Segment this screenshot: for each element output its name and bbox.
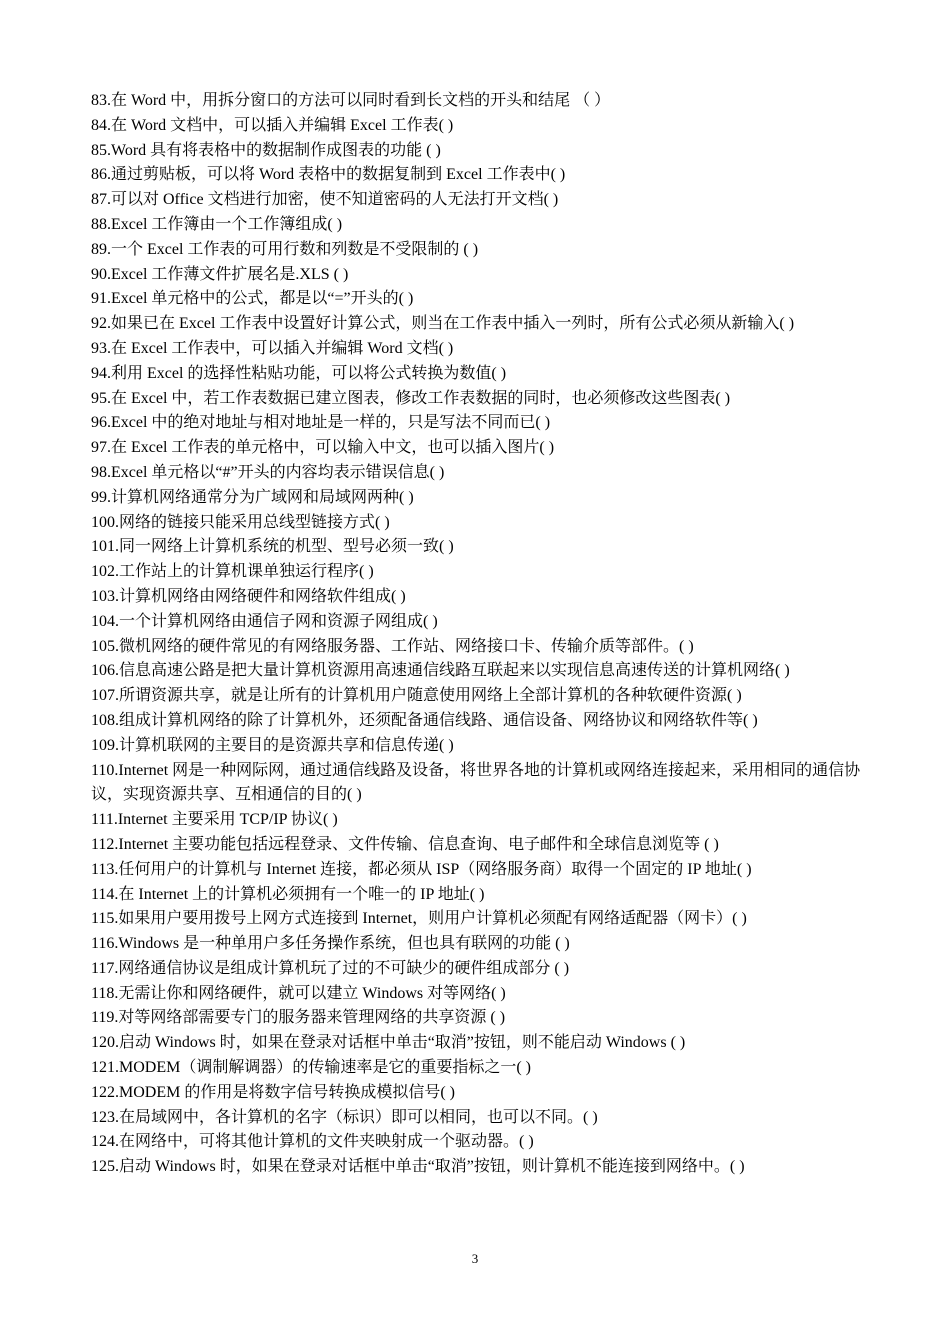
question-97: 97.在 Excel 工作表的单元格中，可以输入中文，也可以插入图片( )	[91, 439, 555, 457]
question-99: 99.计算机网络通常分为广域网和局域网两种( )	[91, 488, 414, 506]
question-100: 100.网络的链接只能采用总线型链接方式( )	[91, 513, 390, 531]
question-113: 113.任何用户的计算机与 Internet 连接，都必须从 ISP（网络服务商）取得一个固定的 IP 地址( )	[91, 860, 752, 878]
question-115: 115.如果用户要用拨号上网方式连接到 Internet，则用户计算机必须配有网络适配器（网卡）( )	[91, 910, 747, 928]
question-106: 106.信息高速公路是把大量计算机资源用高速通信线路互联起来以实现信息高速传送的计算机网络( )	[91, 662, 790, 680]
question-84: 84.在 Word 文档中，可以插入并编辑 Excel 工作表( )	[91, 116, 454, 134]
question-107: 107.所谓资源共享，就是让所有的计算机用户随意使用网络上全部计算机的各种软硬件资源( )	[91, 687, 742, 705]
question-110: 110.Internet 网是一种网际网，通过通信线路及设备，将世界各地的计算机或网络连接起来，采用相同的通信协议，实现资源共享、互相通信的目的( )	[91, 761, 861, 804]
question-111: 111.Internet 主要采用 TCP/IP 协议( )	[91, 811, 338, 829]
question-98: 98.Excel 单元格以“#”开头的内容均表示错误信息( )	[91, 463, 445, 481]
question-94: 94.利用 Excel 的选择性粘贴功能，可以将公式转换为数值( )	[91, 364, 507, 382]
question-102: 102.工作站上的计算机课单独运行程序( )	[91, 563, 374, 581]
question-118: 118.无需让你和网络硬件，就可以建立 Windows 对等网络( )	[91, 984, 506, 1002]
question-89: 89.一个 Excel 工作表的可用行数和列数是不受限制的 ( )	[91, 240, 479, 258]
question-125: 125.启动 Windows 时，如果在登录对话框中单击“取消”按钮，则计算机不能连接到网络中。( )	[91, 1158, 745, 1176]
question-85: 85.Word 具有将表格中的数据制作成图表的功能 ( )	[91, 141, 441, 159]
question-104: 104.一个计算机网络由通信子网和资源子网组成( )	[91, 612, 438, 630]
question-93: 93.在 Excel 工作表中，可以插入并编辑 Word 文档( )	[91, 339, 454, 357]
question-83: 83.在 Word 中，用拆分窗口的方法可以同时看到长文档的开头和结尾 （ ）	[91, 92, 611, 109]
question-96: 96.Excel 中的绝对地址与相对地址是一样的，只是写法不同而已( )	[91, 414, 551, 432]
question-108: 108.组成计算机网络的除了计算机外，还须配备通信线路、通信设备、网络协议和网络软件等( )	[91, 711, 758, 729]
question-124: 124.在网络中，可将其他计算机的文件夹映射成一个驱动器。( )	[91, 1133, 534, 1151]
question-122: 122.MODEM 的作用是将数字信号转换成模拟信号( )	[91, 1083, 455, 1101]
question-119: 119.对等网络部需要专门的服务器来管理网络的共享资源 ( )	[91, 1009, 506, 1027]
question-101: 101.同一网络上计算机系统的机型、型号必须一致( )	[91, 538, 454, 556]
question-86: 86.通过剪贴板，可以将 Word 表格中的数据复制到 Excel 工作表中( )	[91, 166, 566, 184]
question-116: 116.Windows 是一种单用户多任务操作系统，但也具有联网的功能 ( )	[91, 935, 570, 953]
question-112: 112.Internet 主要功能包括远程登录、文件传输、信息查询、电子邮件和全球信息浏览等 ( )	[91, 835, 719, 853]
question-120: 120.启动 Windows 时，如果在登录对话框中单击“取消”按钮，则不能启动 Windows ( )	[91, 1034, 686, 1052]
question-117: 117.网络通信协议是组成计算机玩了过的不可缺少的硬件组成部分 ( )	[91, 959, 570, 977]
question-88: 88.Excel 工作簿由一个工作簿组成( )	[91, 215, 343, 233]
question-121: 121.MODEM（调制解调器）的传输速率是它的重要指标之一( )	[91, 1059, 531, 1077]
page-number: 3	[471, 1251, 479, 1266]
question-123: 123.在局域网中，各计算机的名字（标识）即可以相同，也可以不同。( )	[91, 1108, 598, 1126]
question-87: 87.可以对 Office 文档进行加密，使不知道密码的人无法打开文档( )	[91, 191, 559, 209]
question-95: 95.在 Excel 中，若工作表数据已建立图表，修改工作表数据的同时，也必须修改这些图表( )	[91, 389, 731, 407]
question-105: 105.微机网络的硬件常见的有网络服务器、工作站、网络接口卡、传输介质等部件。( )	[91, 637, 694, 655]
question-92: 92.如果已在 Excel 工作表中设置好计算公式，则当在工作表中插入一列时，所有公式必须从新输入( )	[91, 315, 795, 333]
question-103: 103.计算机网络由网络硬件和网络软件组成( )	[91, 587, 406, 605]
question-90: 90.Excel 工作薄文件扩展名是.XLS ( )	[91, 265, 349, 283]
question-list	[91, 89, 891, 1180]
question-91: 91.Excel 单元格中的公式，都是以“=”开头的( )	[91, 290, 414, 308]
question-114: 114.在 Internet 上的计算机必须拥有一个唯一的 IP 地址( )	[91, 885, 485, 903]
question-109: 109.计算机联网的主要目的是资源共享和信息传递( )	[91, 736, 454, 754]
